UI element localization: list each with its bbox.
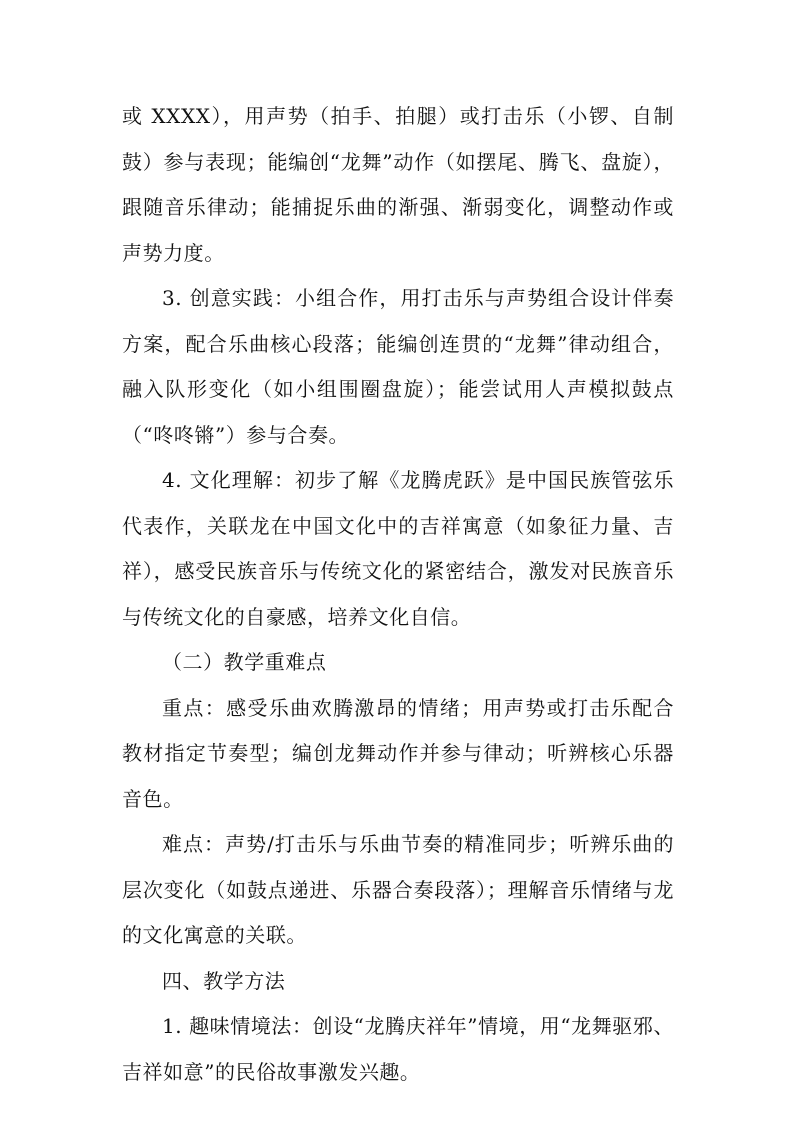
paragraph-method-1-situational: 1. 趣味情境法：创设“龙腾庆祥年”情境，用“龙舞驱邪、吉祥如意”的民俗故事激发兴趣。 — [122, 1014, 674, 1084]
paragraph-objective-4-cultural-understanding: 4. 文化理解：初步了解《龙腾虎跃》是中国民族管弦乐代表作，关联龙在中国文化中的吉祥寓意（如象征力量、吉祥），感受民族音乐与传统文化的紧密结合，激发对民族音乐与传统文化的自豪感，培养文化自信。 — [122, 468, 674, 629]
paragraph-difficult-points: 难点：声势/打击乐与乐曲节奏的精准同步；听辨乐曲的层次变化（如鼓点递进、乐器合奏段落）；理解音乐情绪与龙的文化寓意的关联。 — [122, 832, 674, 947]
paragraph-key-points: 重点：感受乐曲欢腾激昂的情绪；用声势或打击乐配合教材指定节奏型；编创龙舞动作并参与律动；听辨核心乐器音色。 — [122, 695, 674, 811]
paragraph-objective-2-continued: 或 XXXX），用声势（拍手、拍腿）或打击乐（小锣、自制鼓）参与表现；能编创“龙舞”动作（如摆尾、腾飞、盘旋），跟随音乐律动；能捕捉乐曲的渐强、渐弱变化，调整动作或声势力度。 — [122, 104, 674, 265]
section-heading-teaching-methods: 四、教学方法 — [162, 968, 286, 993]
document-body — [122, 94, 674, 1095]
section-heading-key-difficult-points: （二）教学重难点 — [162, 650, 327, 674]
paragraph-objective-3-creative-practice: 3. 创意实践：小组合作，用打击乐与声势组合设计伴奏方案，配合乐曲核心段落；能编创连贯的“龙舞”律动组合，融入队形变化（如小组围圈盘旋）；能尝试用人声模拟鼓点（“咚咚锵”）参与合奏。 — [122, 286, 674, 447]
